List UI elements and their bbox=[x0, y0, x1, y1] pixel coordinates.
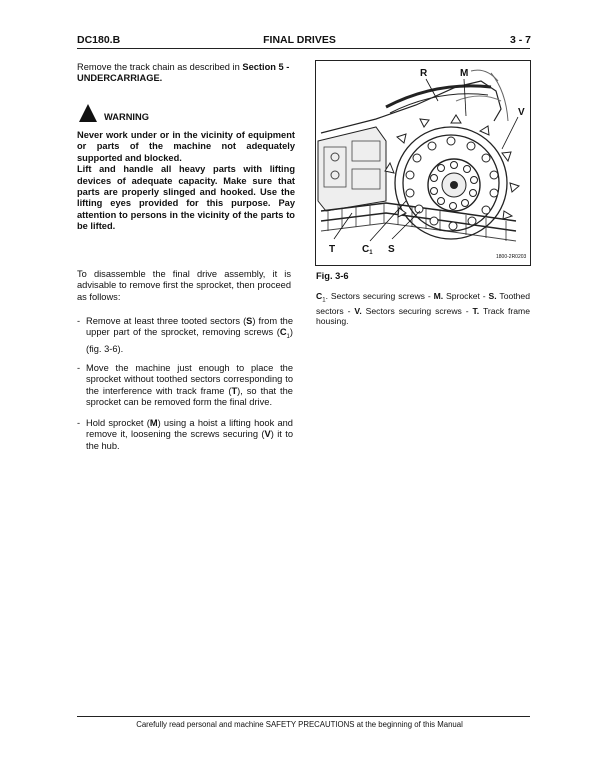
step-2: - Move the machine just enough to place the sprocket without toothed sectors corresponding to the interference with track frame (T), so that the sprocket can be removed form the final drive. bbox=[77, 363, 293, 408]
section-title: FINAL DRIVES bbox=[263, 34, 336, 46]
sprocket-drawing bbox=[316, 61, 530, 265]
warning-triangle-icon bbox=[78, 103, 98, 123]
figure-code: 1800-2R0203 bbox=[496, 254, 527, 260]
label-v: V bbox=[518, 107, 525, 118]
header-rule bbox=[77, 48, 530, 49]
figure-caption: $C_1$. Sectors securing screws - M. Sprocket - S. Toothed sectors - V. Sectors securing screws - T. Track frame housing. bbox=[316, 291, 531, 327]
warning-paragraph-1: Never work under or in the vicinity of equipment or parts of the machine not adequately supported and blocked. bbox=[77, 130, 295, 163]
section-reference: Section 5 - UNDERCARRIAGE bbox=[77, 62, 290, 84]
figure-3-6-illustration bbox=[315, 60, 531, 266]
disassembly-intro: To disassemble the final drive assembly, it is advisable to remove first the sprocket, then proceed as follows: bbox=[77, 269, 291, 302]
step-3: - Hold sprocket (M) using a hoist a lifting hook and remove it, loosening the screws securing (V) it to the hub. bbox=[77, 418, 293, 451]
label-s: S bbox=[388, 244, 395, 255]
intro-paragraph: Remove the track chain as described in Section 5 - UNDERCARRIAGE. bbox=[77, 62, 290, 84]
step-1: - Remove at least three tooted sectors (S) from the upper part of the sprocket, removing screws $(C_1)$ (fig. 3-6). bbox=[77, 316, 294, 354]
label-t: T bbox=[329, 244, 336, 255]
page-number: 3 - 7 bbox=[509, 34, 531, 46]
figure-title: Fig. 3-6 bbox=[316, 271, 349, 281]
footer-rule bbox=[77, 716, 530, 717]
label-c1: $C_1$ bbox=[362, 244, 373, 256]
document-model: DC180.B bbox=[77, 34, 121, 46]
label-r: R bbox=[420, 68, 428, 79]
footer-note: Carefully read personal and machine SAFETY PRECAUTIONS at the beginning of this Manual bbox=[136, 720, 463, 729]
warning-text bbox=[77, 130, 295, 233]
label-m: M bbox=[460, 68, 469, 79]
warning-title: WARNING bbox=[104, 112, 149, 122]
warning-paragraph-2: Lift and handle all heavy parts with lifting devices of adequate capacity. Make sure that parts are properly slinged and hooked. Use the lifting eyes provided for this purpose. Pay attention to persons in the vicinity of the parts to be lifted. bbox=[77, 164, 295, 232]
